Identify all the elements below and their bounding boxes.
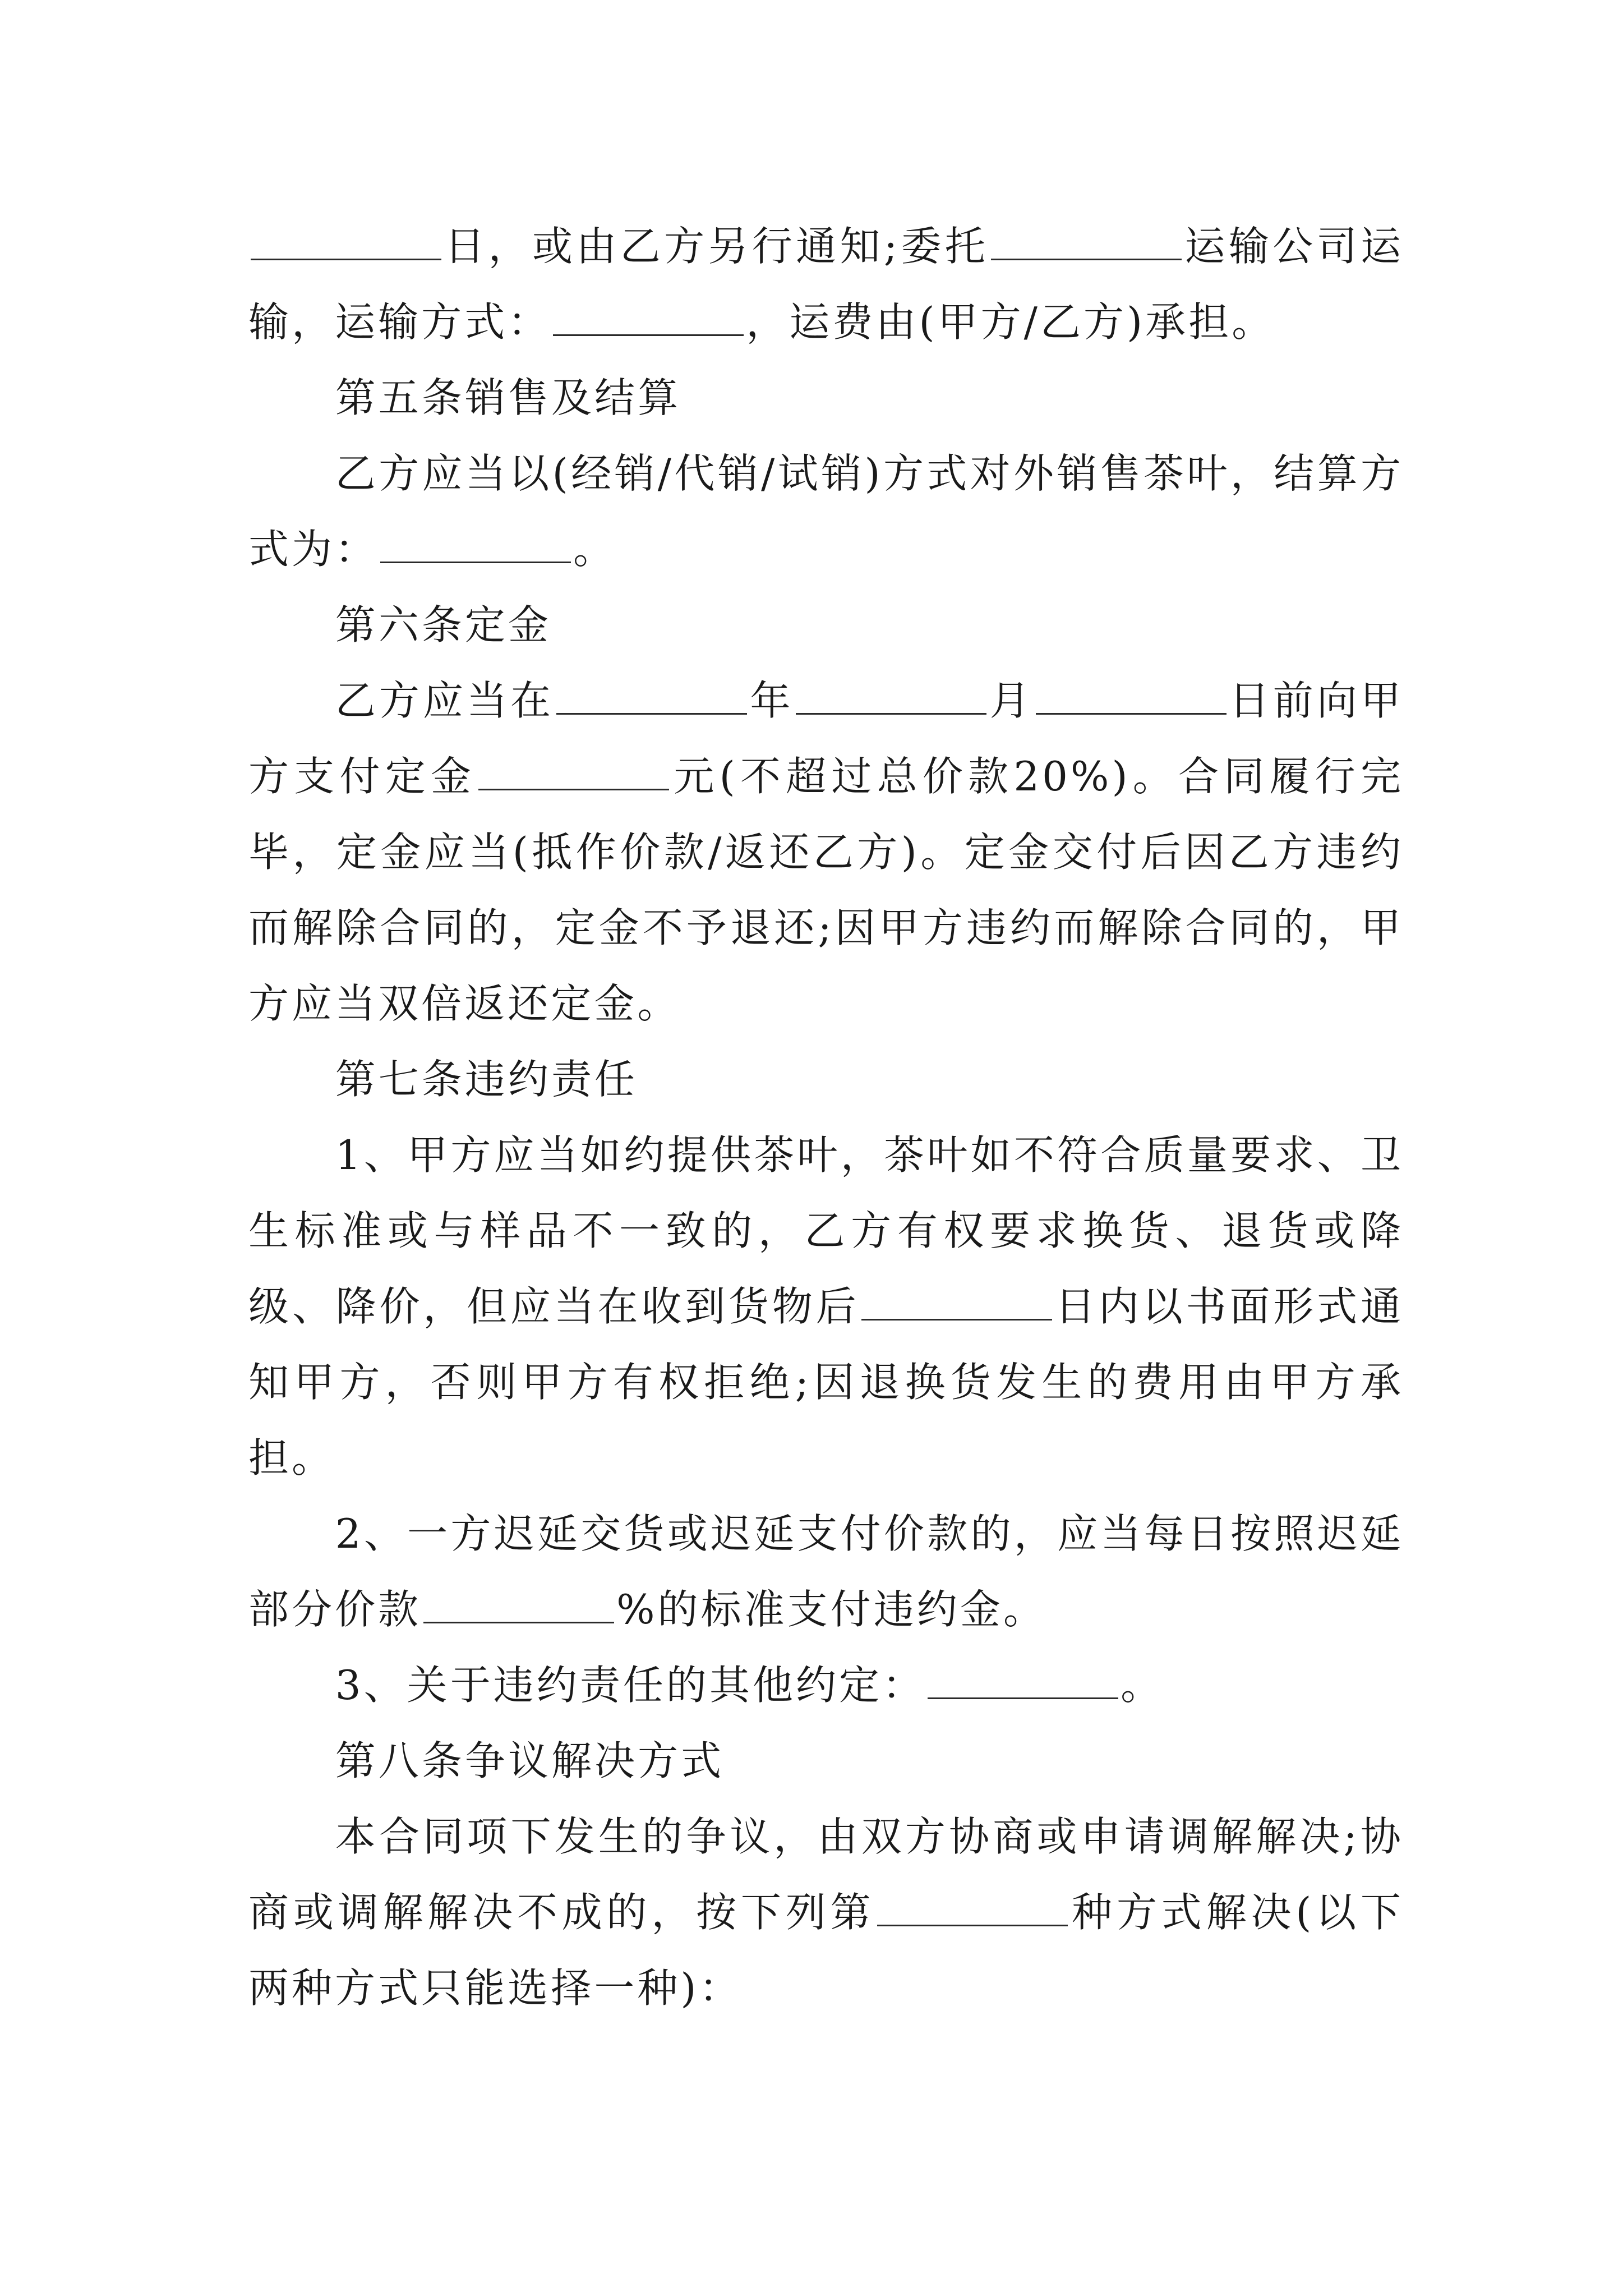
- fill-in-blank: [478, 751, 669, 790]
- paragraph-text: ，运费由(甲方/乙方)承担。: [746, 298, 1275, 346]
- paragraph-text: 第七条违约责任: [335, 1056, 638, 1103]
- paragraph-text: 种方式解决(以下两种方式只能选择一种)：: [248, 1889, 1404, 2012]
- paragraph-p1: [248, 209, 1404, 360]
- paragraph-text: 年: [749, 677, 794, 724]
- paragraph-p10: [248, 1723, 1404, 1799]
- fill-in-blank: [553, 296, 744, 336]
- paragraph-text: 运输公司运输，运输方式：: [248, 223, 1404, 346]
- paragraph-p2: [248, 360, 1404, 436]
- fill-in-blank: [251, 220, 441, 260]
- fill-in-blank: [861, 1281, 1052, 1320]
- fill-in-blank: [423, 1584, 614, 1623]
- paragraph-text: 第六条定金: [335, 601, 551, 648]
- paragraph-text: 日前向甲方支付定金: [248, 677, 1404, 800]
- fill-in-blank: [796, 675, 986, 715]
- fill-in-blank: [877, 1887, 1068, 1926]
- paragraph-text: 日内以书面形式通知甲方，否则甲方有权拒绝;因退换货发生的费用由甲方承担。: [248, 1283, 1404, 1481]
- fill-in-blank: [928, 1659, 1118, 1699]
- paragraph-text: 第五条销售及结算: [335, 374, 681, 421]
- fill-in-blank: [556, 675, 747, 715]
- paragraph-p7: [248, 1117, 1404, 1496]
- paragraph-p9: [248, 1648, 1404, 1723]
- paragraph-p6: [248, 1042, 1404, 1117]
- fill-in-blank: [380, 523, 571, 563]
- paragraph-text: 2、一方迟延交货或迟延支付价款的，应当每日按照迟延部分价款: [248, 1510, 1404, 1633]
- paragraph-p3: [248, 436, 1404, 587]
- paragraph-text: 3、关于违约责任的其他约定：: [335, 1662, 926, 1709]
- paragraph-text: 月: [989, 677, 1034, 724]
- paragraph-p5: [248, 663, 1404, 1042]
- fill-in-blank: [991, 220, 1182, 260]
- paragraph-text: 。: [573, 526, 617, 573]
- paragraph-text: 第八条争议解决方式: [335, 1737, 725, 1784]
- paragraph-text: 日，或由乙方另行通知;委托: [444, 223, 989, 270]
- paragraph-text: 元(不超过总价款20%)。合同履行完毕，定金应当(抵作价款/返还乙方)。定金交付后因乙方违约而解除合同的，定金不予退还;因甲方违约而解除合同的，甲方应当双倍返还定金。: [248, 753, 1404, 1027]
- paragraph-text: 1、甲方应当如约提供茶叶，茶叶如不符合质量要求、卫生标准或与样品不一致的，乙方有权要求换货、退货或降级、降价，但应当在收到货物后: [248, 1131, 1404, 1330]
- fill-in-blank: [1036, 675, 1227, 715]
- paragraph-p11: [248, 1799, 1404, 2026]
- paragraph-text: 本合同项下发生的争议，由双方协商或申请调解解决;协商或调解解决不成的，按下列第: [248, 1813, 1404, 1936]
- paragraph-p8: [248, 1496, 1404, 1648]
- paragraph-text: %的标准支付违约金。: [616, 1586, 1046, 1633]
- paragraph-text: 乙方应当在: [335, 677, 555, 724]
- paragraph-p4: [248, 587, 1404, 663]
- paragraph-text: 。: [1121, 1662, 1164, 1709]
- document-page: [248, 209, 1404, 2026]
- paragraph-text: 乙方应当以(经销/代销/试销)方式对外销售茶叶，结算方式为：: [248, 450, 1404, 573]
